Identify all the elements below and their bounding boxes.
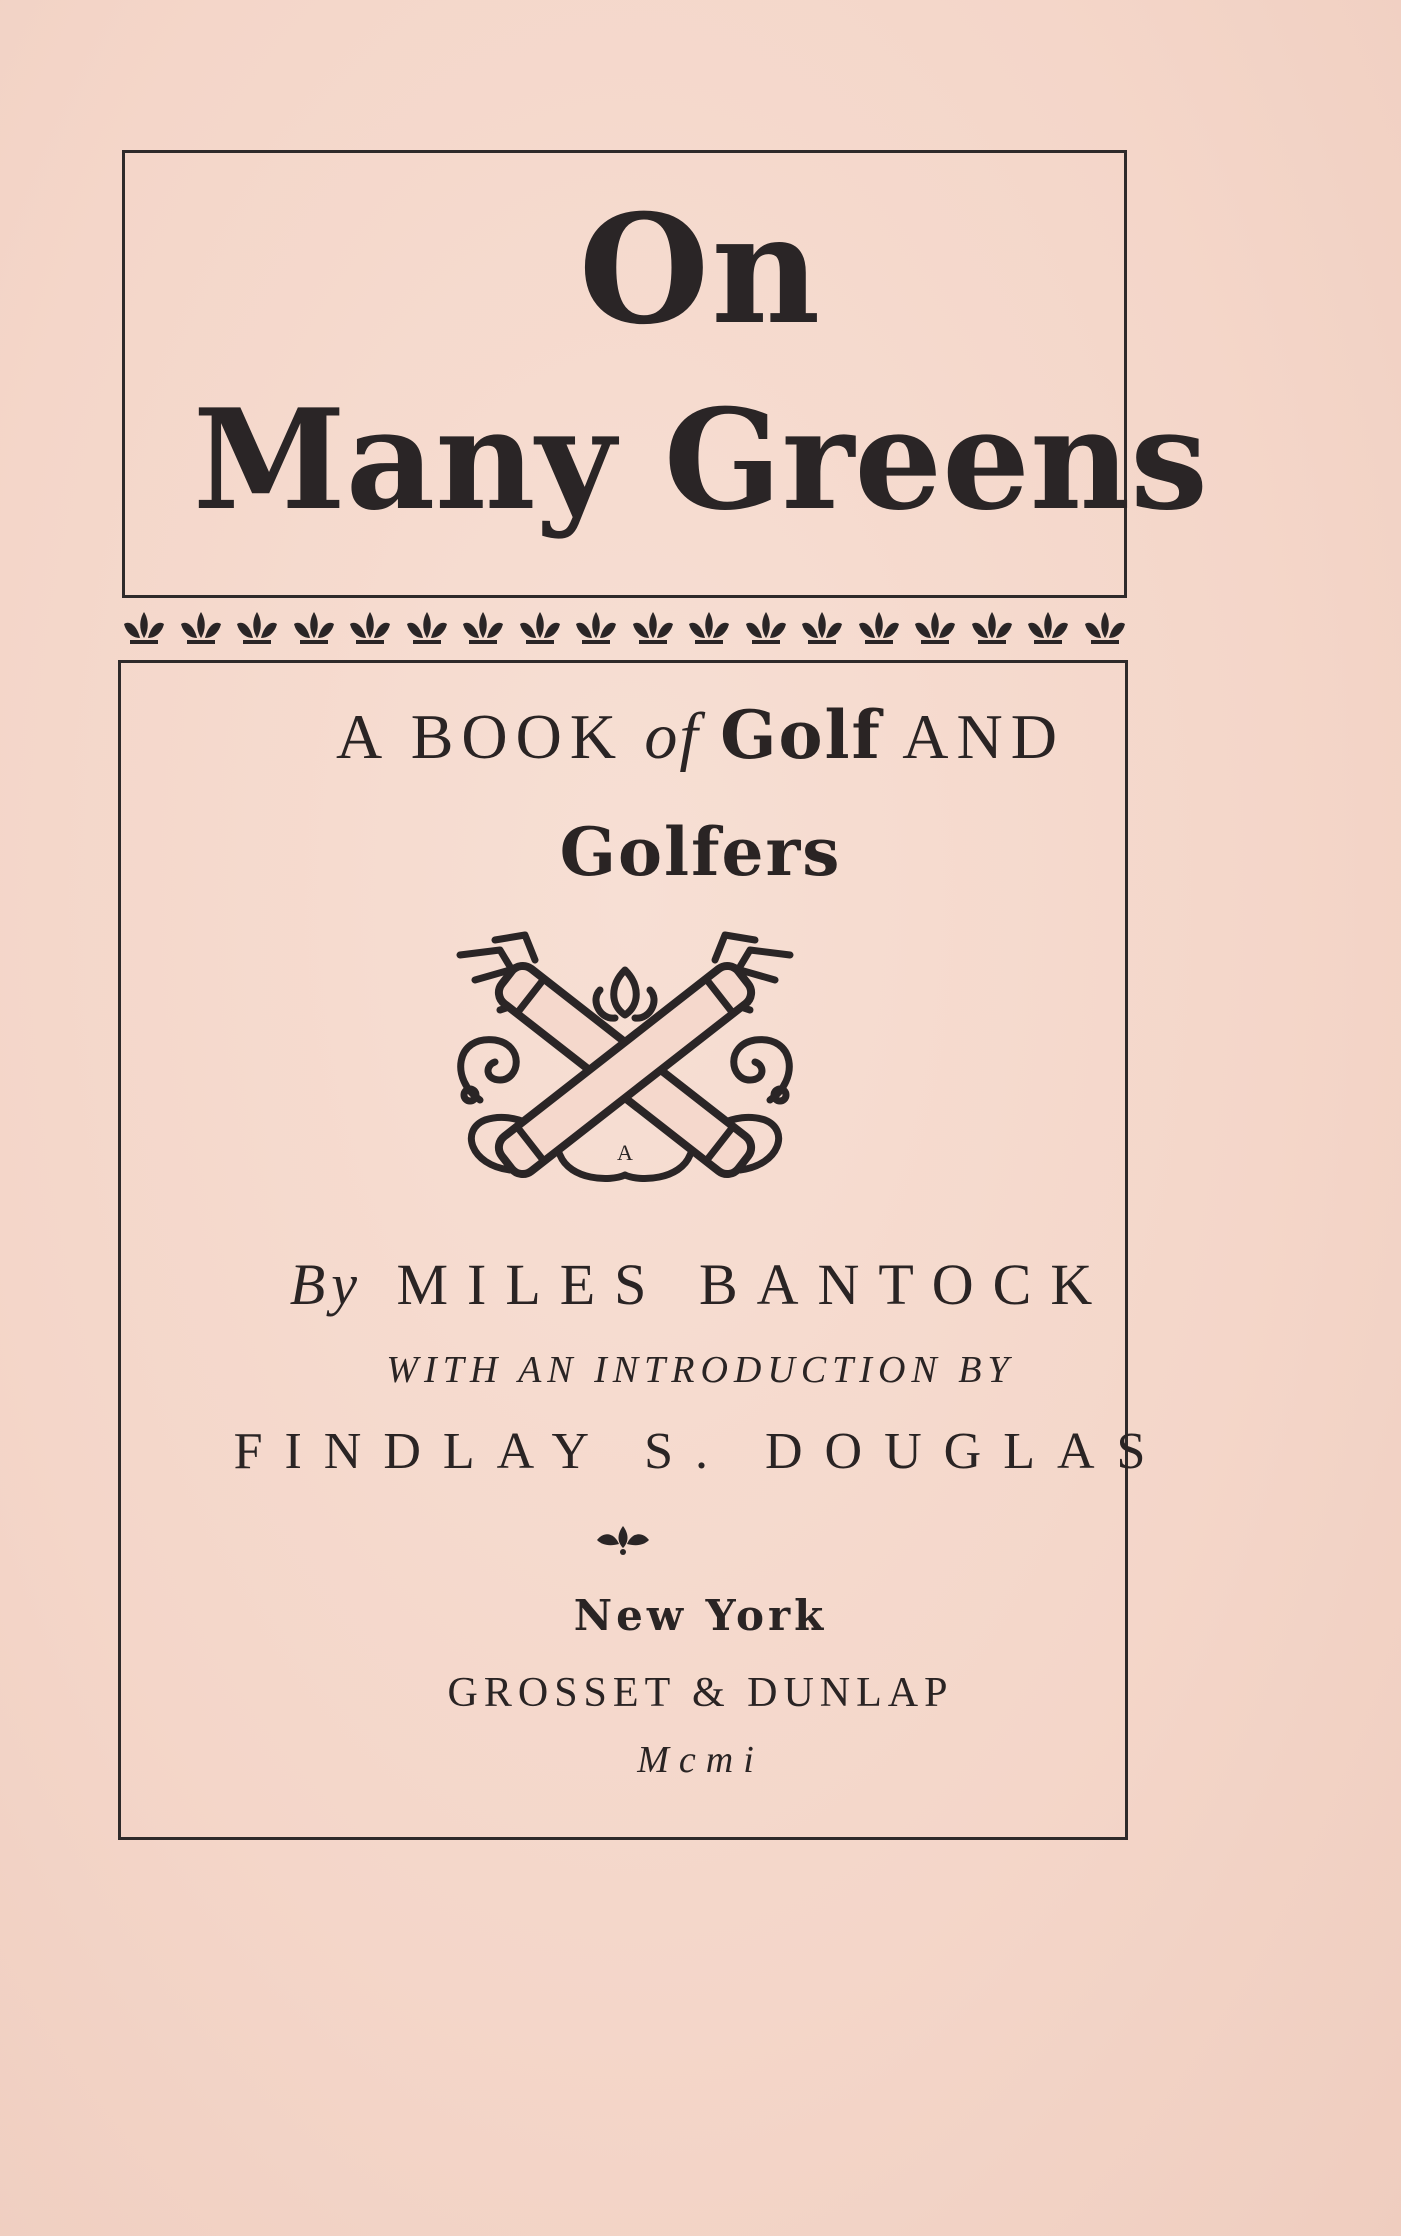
fleuron-icon [461, 608, 505, 648]
author-by: By [289, 1252, 363, 1317]
subtitle-of: of [644, 700, 700, 773]
fleuron-icon [348, 608, 392, 648]
subtitle-golf: Golf [720, 696, 882, 774]
introduction-prefix: WITH AN INTRODUCTION BY [386, 1349, 1015, 1391]
subtitle-line1 [0, 695, 1401, 777]
fleuron-icon [518, 608, 562, 648]
subtitle-golfers: Golfers [559, 813, 842, 891]
title-line-on: On [578, 182, 823, 358]
fleuron-icon [405, 608, 449, 648]
title-line-many-greens: Many Greens [193, 378, 1208, 541]
subtitle-and: AND [902, 701, 1065, 772]
fleuron-icon [122, 608, 166, 648]
fleuron-icon [235, 608, 279, 648]
fleuron-icon [292, 608, 336, 648]
fleuron-icon [744, 608, 788, 648]
author-line [0, 1250, 1401, 1320]
fleuron-icon [179, 608, 223, 648]
emblem-monogram: A [617, 1140, 633, 1165]
introducer-name: FINDLAY S. DOUGLAS [233, 1423, 1168, 1480]
fleuron-icon [913, 608, 957, 648]
fleuron-icon [1083, 608, 1127, 648]
fleuron-icon [857, 608, 901, 648]
author-name: MILES BANTOCK [396, 1252, 1112, 1317]
subtitle-a-book: A BOOK [336, 701, 625, 772]
fleuron-icon [970, 608, 1014, 648]
fleuron-icon [687, 608, 731, 648]
fleuron-icon [800, 608, 844, 648]
fleuron-border [122, 605, 1127, 651]
imprint-year: Mcmi [637, 1739, 764, 1781]
fleuron-icon [574, 608, 618, 648]
fleuron-icon [1026, 608, 1070, 648]
small-fleuron-icon [593, 1520, 653, 1556]
imprint-place: New York [573, 1591, 828, 1640]
fleuron-icon [631, 608, 675, 648]
imprint-publisher: GROSSET & DUNLAP [447, 1670, 954, 1716]
crossed-golf-bags-emblem-icon [440, 930, 810, 1200]
